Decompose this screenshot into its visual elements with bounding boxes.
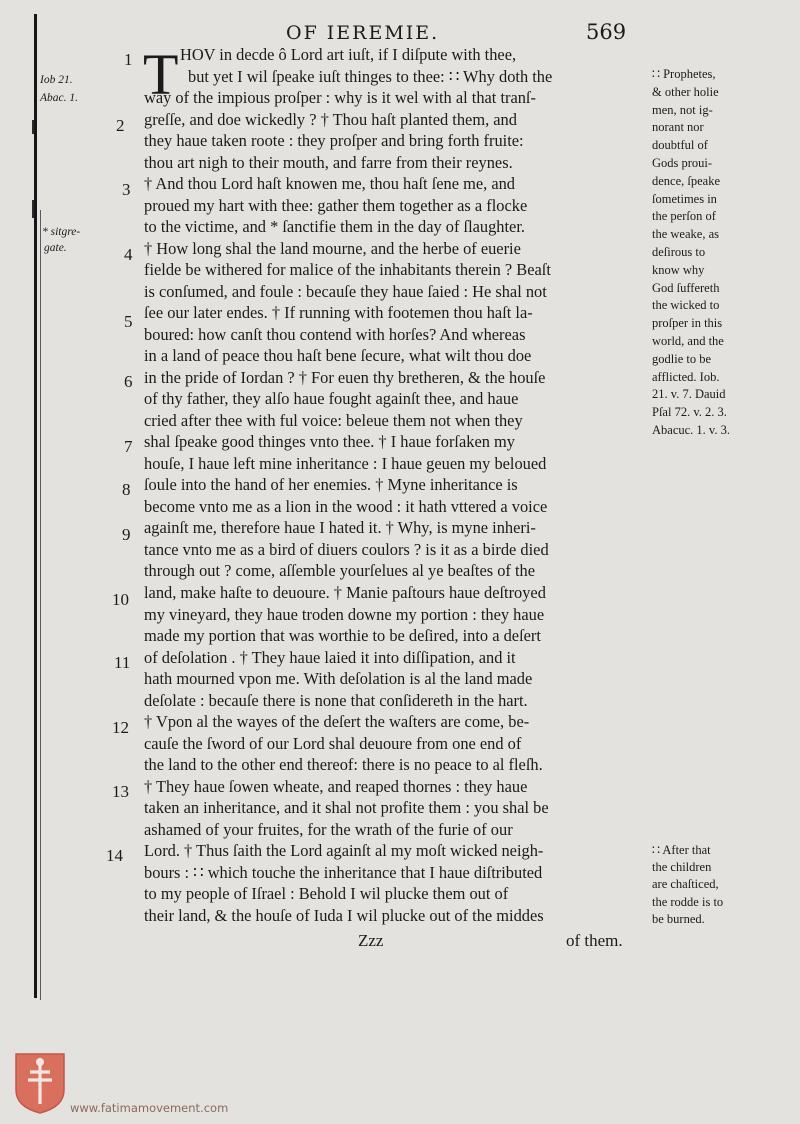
- side-note-line: Pſal 72. v. 2. 3.: [652, 405, 727, 420]
- side-note-line: the rodde is to: [652, 894, 724, 909]
- side-note-line: 21. v. 7. Dauid: [652, 387, 726, 402]
- side-note-line: Abacuc. 1. v. 3.: [652, 423, 730, 437]
- text-line: † Vpon al the wayes of the deſert the waſters are come, be-: [144, 712, 530, 732]
- side-note-line: the perſon of: [652, 209, 716, 224]
- footer-url: www.fatimamovement.com: [70, 1101, 229, 1115]
- text-line: † And thou Lord haſt knowen me, thou haſt ſene me, and: [144, 174, 515, 194]
- side-note-line: the children: [652, 860, 712, 875]
- text-line: † How long shal the land mourne, and the herbe of euerie: [144, 238, 521, 258]
- side-note-line: deſirous to: [652, 245, 706, 259]
- margin-rule-secondary: [40, 210, 41, 1000]
- side-note-line: afflicted. Iob.: [652, 369, 720, 384]
- text-line: deſolate : becauſe there is none that conſidereth in the hart.: [144, 690, 528, 710]
- text-line: HOV in decde ô Lord art iuſt, if I diſpute with thee,: [180, 45, 517, 64]
- margin-reference: Iob 21.: [40, 74, 73, 86]
- verse-number: 14: [106, 846, 123, 865]
- crest-logo-icon: [14, 1052, 66, 1114]
- side-note-line: Gods proui-: [652, 156, 713, 170]
- text-line: boured: how canſt thou contend with horſes? And whereas: [144, 324, 526, 344]
- verse-number: 13: [112, 782, 129, 801]
- text-line: way of the impious proſper : why is it wel with al that tranſ-: [144, 88, 536, 108]
- side-note-line: ∷ After that: [652, 843, 711, 857]
- side-note-line: be burned.: [652, 911, 705, 926]
- side-note-line: dence, ſpeake: [652, 173, 721, 188]
- text-line: their land, & the houſe of Iuda I wil plucke out of the middes: [144, 905, 544, 925]
- side-note-line: know why: [652, 262, 705, 277]
- text-line: land, make haſte to deuoure. † Manie paſtours haue deſtroyed: [144, 583, 546, 602]
- text-line: shal ſpeake good thinges vnto thee. † I haue forſaken my: [144, 432, 515, 452]
- text-line: tance vnto me as a bird of diuers coulors ? is it as a birde died: [144, 539, 549, 559]
- signature-mark: Zzz: [358, 931, 384, 950]
- side-note-line: norant nor: [652, 120, 704, 135]
- text-line: to the victime, and * ſanctifie them in the day of ſlaughter.: [144, 217, 525, 237]
- side-note-line: ſometimes in: [652, 191, 717, 206]
- margin-reference: * sitgre-: [42, 226, 81, 238]
- text-line: ſoule into the hand of her enemies. † Myne inheritance is: [144, 475, 518, 495]
- verse-number: 12: [112, 718, 129, 737]
- text-line: they haue taken roote : they proſper and bring forth fruite:: [144, 131, 524, 151]
- text-line: in a land of peace thou haſt bene ſecure, what wilt thou doe: [144, 346, 532, 366]
- page-number: 569: [586, 20, 627, 44]
- text-line: proued my hart with thee: gather them together as a flocke: [144, 195, 528, 215]
- text-line: of thy father, they alſo haue fought againſt thee, and haue: [144, 389, 519, 409]
- text-line: is conſumed, and foule : becauſe they haue ſaied : He shal not: [144, 281, 547, 301]
- margin-tick: [32, 200, 34, 218]
- verse-number: 4: [124, 245, 133, 264]
- text-line: taken an inheritance, and it shal not profite them : you shal be: [144, 798, 549, 818]
- text-line: Lord. † Thus ſaith the Lord againſt al my moſt wicked neigh-: [144, 841, 544, 861]
- text-line: to my people of Iſrael : Behold I wil plucke them out of: [144, 884, 509, 904]
- side-note-line: are chaſticed,: [652, 877, 719, 892]
- text-line: † They haue ſowen wheate, and reaped thornes : they haue: [144, 776, 528, 796]
- text-line: againſt me, therefore haue I hated it. † Why, is myne inheri-: [144, 518, 536, 538]
- text-line: of deſolation . † They haue laied it into diſſipation, and it: [144, 647, 516, 667]
- side-note-line: doubtful of: [652, 138, 708, 153]
- verse-number: 8: [122, 480, 131, 499]
- text-line: through out ? come, aſſemble yourſelues al ye beaſtes of the: [144, 561, 535, 581]
- verse-number: 11: [114, 653, 131, 672]
- text-line: the land to the other end thereof: there is no peace to al fleſh.: [144, 755, 543, 775]
- text-line: fielde be withered for malice of the inhabitants therein ? Beaſt: [144, 260, 551, 280]
- verse-number: 6: [124, 372, 133, 391]
- text-line: ſee our later endes. † If running with footemen thou haſt la-: [144, 303, 533, 323]
- text-line: made my portion that was worthie to be deſired, into a deſert: [144, 626, 541, 646]
- verse-number: 5: [124, 312, 133, 331]
- side-note-line: the weake, as: [652, 227, 719, 242]
- text-line: but yet I wil ſpeake iuſt thinges to thee: ∷ Why doth the: [188, 66, 553, 86]
- text-line: houſe, I haue left mine inheritance : I haue geuen my beloued: [144, 453, 547, 473]
- text-line: hath mourned vpon me. With deſolation is al the land made: [144, 669, 533, 689]
- text-line: greſſe, and doe wickedly ? † Thou haſt planted them, and: [144, 109, 517, 129]
- side-note-line: God ſuffereth: [652, 280, 720, 295]
- side-note-line: & other holie: [652, 84, 719, 99]
- side-note-line: the wicked to: [652, 298, 720, 313]
- side-note-line: proſper in this: [652, 316, 723, 331]
- text-line: ashamed of your fruites, for the wrath of the furie of our: [144, 819, 513, 839]
- side-note-line: ∷ Prophetes,: [652, 67, 716, 81]
- margin-rule: [34, 14, 37, 998]
- verse-number: 1: [124, 50, 133, 69]
- margin-tick: [32, 120, 34, 134]
- text-line: become vnto me as a lion in the wood : it hath vttered a voice: [144, 496, 548, 516]
- text-line: my vineyard, they haue troden downe my portion : they haue: [144, 604, 545, 624]
- verse-number: 9: [122, 525, 131, 544]
- verse-number: 10: [112, 590, 129, 609]
- text-line: cried after thee with ful voice: beleue them not when they: [144, 410, 523, 430]
- verse-number: 2: [116, 116, 125, 135]
- drop-cap: T: [143, 42, 179, 107]
- text-line: cauſe the ſword of our Lord shal deuoure from one end of: [144, 733, 522, 753]
- margin-reference: Abac. 1.: [40, 92, 79, 104]
- running-head: OF IEREMIE.: [286, 22, 440, 44]
- verse-number: 7: [124, 437, 133, 456]
- text-line: bours : ∷ which touche the inheritance that I haue diſtributed: [144, 862, 543, 882]
- text-line: thou art nigh to their mouth, and farre from their reynes.: [144, 152, 513, 172]
- side-note-line: godlie to be: [652, 351, 712, 366]
- text-line: in the pride of Iordan ? † For euen thy bretheren, & the houſe: [144, 367, 546, 387]
- side-note-line: world, and the: [652, 334, 724, 348]
- side-note-line: men, not ig-: [652, 102, 713, 117]
- margin-reference: gate.: [44, 242, 67, 254]
- catchword: of them.: [566, 931, 623, 950]
- verse-number: 3: [122, 180, 131, 199]
